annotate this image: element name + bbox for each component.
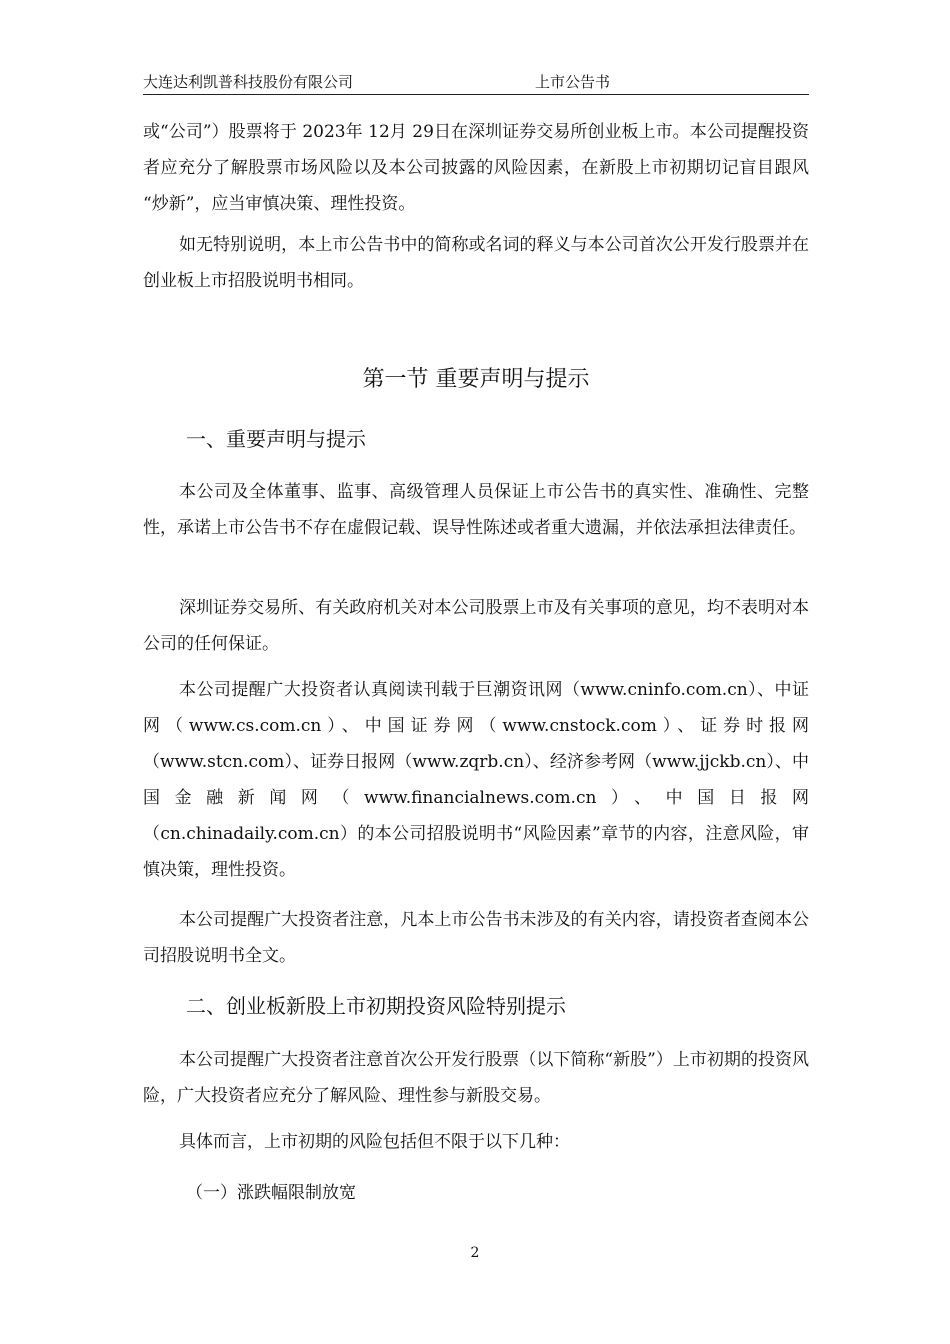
paragraph-full-prospectus: 本公司提醒广大投资者注意，凡本上市公告书未涉及的有关内容，请投资者查阅本公司招股说明书全文。 bbox=[143, 910, 809, 966]
section-title: 第一节 重要声明与提示 bbox=[362, 367, 590, 392]
paragraph-exchange-disclaimer: 深圳证券交易所、有关政府机关对本公司股票上市及有关事项的意见，均不表明对本公司的任何保证。 bbox=[143, 598, 809, 654]
paragraph-new-stock-risk: 本公司提醒广大投资者注意首次公开发行股票（以下简称“新股”）上市初期的投资风险，广大投资者应充分了解风险、理性参与新股交易。 bbox=[143, 1050, 809, 1106]
paragraph-definitions-note: 如无特别说明，本上市公告书中的简称或名词的释义与本公司首次公开发行股票并在创业板上市招股说明书相同。 bbox=[143, 235, 809, 291]
paragraph-listing-notice: 或“公司”）股票将于 2023年 12月 29日在深圳证券交易所创业板上市。本公司提醒投资者应充分了解股票市场风险以及本公司披露的风险因素，在新股上市初期切记盲目跟风 “炒新”，应当审慎决策、理性投资。 bbox=[143, 122, 809, 214]
paragraph-risk-intro: 具体而言，上市初期的风险包括但不限于以下几种： bbox=[179, 1132, 570, 1152]
page-number: 2 bbox=[470, 1245, 480, 1261]
paragraph-prospectus-websites: 本公司提醒广大投资者认真阅读刊载于巨潮资讯网（www.cninfo.com.cn）、中证网（www.cs.com.cn）、中国证券网（www.cnstock.com）、证券时报网（www.stcn.com）、证券日报网（www.zqrb.cn）、经济参考网（www.jjckb.cn）、中国金融新闻网（www.financialnews.com.cn）、中国日报网（cn.chinadaily.com.cn）的本公司招股说明书“风险因素”章节的内容，注意风险，审慎决策，理性投资。 bbox=[143, 680, 809, 880]
header-document-type: 上市公告书 bbox=[535, 73, 611, 91]
header-company-name: 大连达利凯普科技股份有限公司 bbox=[143, 73, 354, 91]
risk-item-title: （一）涨跌幅限制放宽 bbox=[186, 1183, 356, 1203]
paragraph-board-guarantee: 本公司及全体董事、监事、高级管理人员保证上市公告书的真实性、准确性、完整性，承诺上市公告书不存在虚假记载、误导性陈述或者重大遗漏，并依法承担法律责任。 bbox=[143, 482, 809, 538]
subsection-title-risk-warning: 二、创业板新股上市初期投资风险特别提示 bbox=[186, 994, 566, 1018]
page-header bbox=[143, 70, 809, 95]
subsection-title-important-statement: 一、重要声明与提示 bbox=[186, 427, 366, 451]
